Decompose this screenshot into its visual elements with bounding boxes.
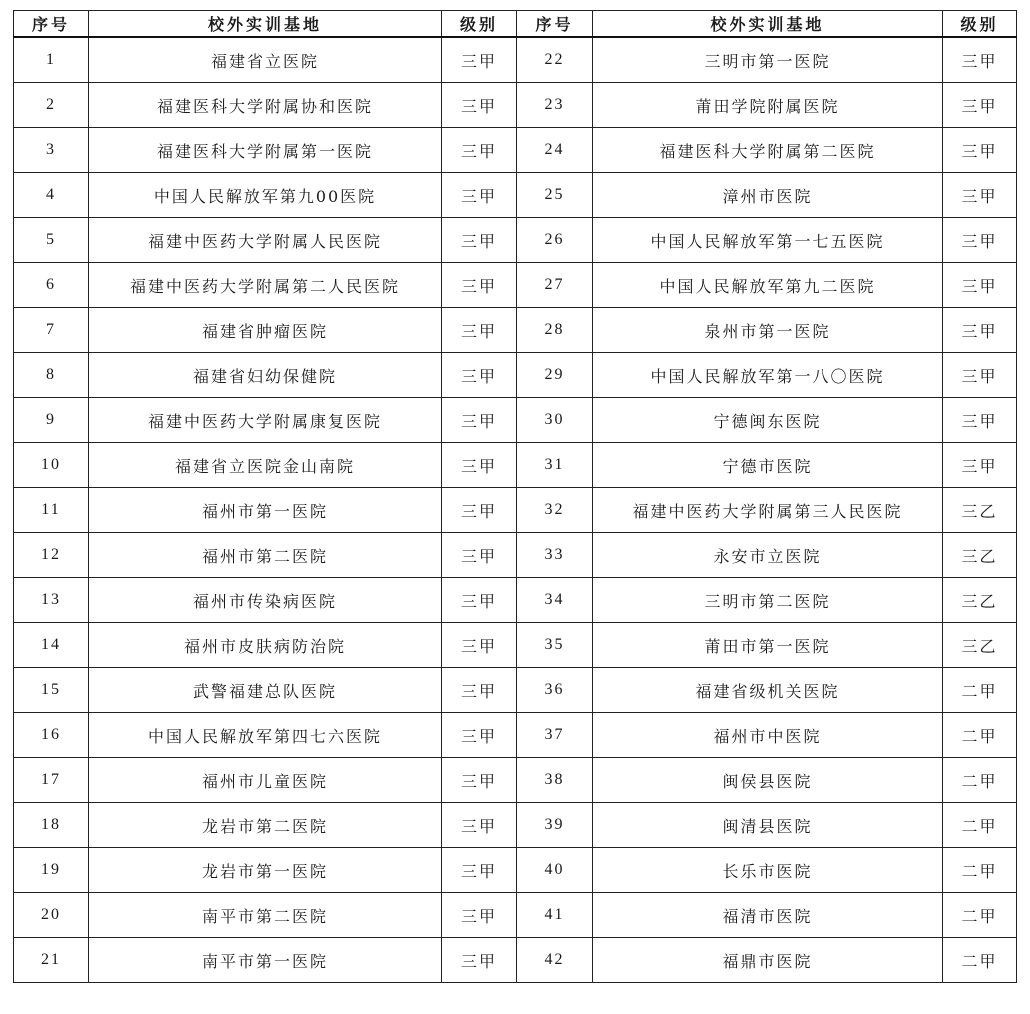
training-base-right: 闽清县医院 bbox=[593, 803, 943, 848]
level-right: 二甲 bbox=[943, 803, 1017, 848]
training-base-left: 福州市传染病医院 bbox=[89, 578, 442, 623]
row-number-right: 25 bbox=[517, 173, 593, 218]
training-base-right: 福建中医药大学附属第三人民医院 bbox=[593, 488, 943, 533]
table-body bbox=[14, 37, 1017, 983]
row-number-right: 42 bbox=[517, 938, 593, 983]
training-base-left: 福州市儿童医院 bbox=[89, 758, 442, 803]
level-right: 三乙 bbox=[943, 488, 1017, 533]
table-row bbox=[14, 308, 1017, 353]
header-row bbox=[14, 11, 1017, 38]
level-left: 三甲 bbox=[442, 218, 517, 263]
table-row bbox=[14, 263, 1017, 308]
table-row bbox=[14, 578, 1017, 623]
row-number-left: 2 bbox=[14, 83, 89, 128]
row-number-left: 9 bbox=[14, 398, 89, 443]
level-left: 三甲 bbox=[442, 533, 517, 578]
level-left: 三甲 bbox=[442, 488, 517, 533]
level-right: 三甲 bbox=[943, 218, 1017, 263]
table-row bbox=[14, 713, 1017, 758]
table-row bbox=[14, 83, 1017, 128]
row-number-left: 20 bbox=[14, 893, 89, 938]
training-base-right: 泉州市第一医院 bbox=[593, 308, 943, 353]
level-left: 三甲 bbox=[442, 398, 517, 443]
row-number-right: 28 bbox=[517, 308, 593, 353]
training-base-right: 福建省级机关医院 bbox=[593, 668, 943, 713]
row-number-left: 11 bbox=[14, 488, 89, 533]
row-number-right: 40 bbox=[517, 848, 593, 893]
training-base-table bbox=[13, 10, 1017, 983]
training-base-table-container bbox=[13, 10, 1017, 983]
level-right: 三甲 bbox=[943, 398, 1017, 443]
level-right: 三甲 bbox=[943, 353, 1017, 398]
training-base-left: 福州市第一医院 bbox=[89, 488, 442, 533]
level-left: 三甲 bbox=[442, 938, 517, 983]
row-number-right: 36 bbox=[517, 668, 593, 713]
training-base-right: 漳州市医院 bbox=[593, 173, 943, 218]
level-left: 三甲 bbox=[442, 713, 517, 758]
level-right: 三甲 bbox=[943, 308, 1017, 353]
training-base-right: 中国人民解放军第一七五医院 bbox=[593, 218, 943, 263]
training-base-right: 莆田学院附属医院 bbox=[593, 83, 943, 128]
level-left: 三甲 bbox=[442, 308, 517, 353]
row-number-left: 8 bbox=[14, 353, 89, 398]
training-base-left: 福建中医药大学附属第二人民医院 bbox=[89, 263, 442, 308]
training-base-left: 福建省妇幼保健院 bbox=[89, 353, 442, 398]
row-number-right: 41 bbox=[517, 893, 593, 938]
row-number-right: 24 bbox=[517, 128, 593, 173]
level-right: 三甲 bbox=[943, 443, 1017, 488]
training-base-left: 福建中医药大学附属人民医院 bbox=[89, 218, 442, 263]
table-row bbox=[14, 173, 1017, 218]
level-right: 二甲 bbox=[943, 848, 1017, 893]
row-number-left: 16 bbox=[14, 713, 89, 758]
header-base-right: 校外实训基地 bbox=[593, 11, 943, 38]
training-base-right: 宁德闽东医院 bbox=[593, 398, 943, 443]
row-number-left: 15 bbox=[14, 668, 89, 713]
row-number-right: 29 bbox=[517, 353, 593, 398]
row-number-left: 13 bbox=[14, 578, 89, 623]
table-row bbox=[14, 893, 1017, 938]
training-base-left: 福建省立医院金山南院 bbox=[89, 443, 442, 488]
level-right: 三乙 bbox=[943, 623, 1017, 668]
level-left: 三甲 bbox=[442, 37, 517, 83]
training-base-left: 福建医科大学附属协和医院 bbox=[89, 83, 442, 128]
row-number-right: 23 bbox=[517, 83, 593, 128]
row-number-left: 19 bbox=[14, 848, 89, 893]
row-number-left: 10 bbox=[14, 443, 89, 488]
level-right: 三甲 bbox=[943, 37, 1017, 83]
level-right: 二甲 bbox=[943, 938, 1017, 983]
training-base-left: 龙岩市第一医院 bbox=[89, 848, 442, 893]
training-base-right: 中国人民解放军第一八〇医院 bbox=[593, 353, 943, 398]
level-right: 二甲 bbox=[943, 758, 1017, 803]
table-row bbox=[14, 668, 1017, 713]
table-row bbox=[14, 218, 1017, 263]
row-number-left: 4 bbox=[14, 173, 89, 218]
training-base-right: 福建医科大学附属第二医院 bbox=[593, 128, 943, 173]
training-base-left: 福建省肿瘤医院 bbox=[89, 308, 442, 353]
row-number-left: 6 bbox=[14, 263, 89, 308]
row-number-right: 35 bbox=[517, 623, 593, 668]
row-number-right: 39 bbox=[517, 803, 593, 848]
level-left: 三甲 bbox=[442, 353, 517, 398]
training-base-left: 龙岩市第二医院 bbox=[89, 803, 442, 848]
row-number-right: 38 bbox=[517, 758, 593, 803]
header-no-left: 序号 bbox=[14, 11, 89, 38]
row-number-left: 1 bbox=[14, 37, 89, 83]
level-left: 三甲 bbox=[442, 758, 517, 803]
training-base-left: 中国人民解放军第四七六医院 bbox=[89, 713, 442, 758]
training-base-right: 中国人民解放军第九二医院 bbox=[593, 263, 943, 308]
training-base-left: 福建中医药大学附属康复医院 bbox=[89, 398, 442, 443]
training-base-right: 宁德市医院 bbox=[593, 443, 943, 488]
training-base-right: 福鼎市医院 bbox=[593, 938, 943, 983]
level-left: 三甲 bbox=[442, 578, 517, 623]
training-base-right: 永安市立医院 bbox=[593, 533, 943, 578]
training-base-right: 长乐市医院 bbox=[593, 848, 943, 893]
level-right: 二甲 bbox=[943, 668, 1017, 713]
row-number-left: 12 bbox=[14, 533, 89, 578]
row-number-left: 3 bbox=[14, 128, 89, 173]
table-row bbox=[14, 758, 1017, 803]
level-right: 二甲 bbox=[943, 713, 1017, 758]
table-row bbox=[14, 533, 1017, 578]
level-right: 三甲 bbox=[943, 128, 1017, 173]
row-number-left: 18 bbox=[14, 803, 89, 848]
row-number-left: 21 bbox=[14, 938, 89, 983]
row-number-left: 7 bbox=[14, 308, 89, 353]
level-right: 三甲 bbox=[943, 263, 1017, 308]
row-number-left: 5 bbox=[14, 218, 89, 263]
training-base-left: 福建医科大学附属第一医院 bbox=[89, 128, 442, 173]
row-number-right: 33 bbox=[517, 533, 593, 578]
level-right: 三乙 bbox=[943, 578, 1017, 623]
level-left: 三甲 bbox=[442, 893, 517, 938]
table-row bbox=[14, 398, 1017, 443]
training-base-right: 三明市第一医院 bbox=[593, 37, 943, 83]
training-base-right: 福清市医院 bbox=[593, 893, 943, 938]
row-number-right: 30 bbox=[517, 398, 593, 443]
training-base-right: 福州市中医院 bbox=[593, 713, 943, 758]
table-row bbox=[14, 353, 1017, 398]
table-row bbox=[14, 37, 1017, 83]
level-left: 三甲 bbox=[442, 803, 517, 848]
table-row bbox=[14, 443, 1017, 488]
table-row bbox=[14, 488, 1017, 533]
row-number-right: 31 bbox=[517, 443, 593, 488]
training-base-left: 福建省立医院 bbox=[89, 37, 442, 83]
training-base-left: 中国人民解放军第九00医院 bbox=[89, 173, 442, 218]
header-level-left: 级别 bbox=[442, 11, 517, 38]
row-number-left: 14 bbox=[14, 623, 89, 668]
training-base-left: 武警福建总队医院 bbox=[89, 668, 442, 713]
row-number-right: 37 bbox=[517, 713, 593, 758]
level-left: 三甲 bbox=[442, 83, 517, 128]
header-no-right: 序号 bbox=[517, 11, 593, 38]
table-row bbox=[14, 128, 1017, 173]
level-right: 三甲 bbox=[943, 173, 1017, 218]
row-number-right: 22 bbox=[517, 37, 593, 83]
level-left: 三甲 bbox=[442, 668, 517, 713]
level-left: 三甲 bbox=[442, 443, 517, 488]
table-row bbox=[14, 623, 1017, 668]
row-number-right: 27 bbox=[517, 263, 593, 308]
row-number-right: 34 bbox=[517, 578, 593, 623]
row-number-right: 26 bbox=[517, 218, 593, 263]
training-base-left: 福州市第二医院 bbox=[89, 533, 442, 578]
level-left: 三甲 bbox=[442, 263, 517, 308]
training-base-left: 南平市第一医院 bbox=[89, 938, 442, 983]
training-base-right: 闽侯县医院 bbox=[593, 758, 943, 803]
level-left: 三甲 bbox=[442, 623, 517, 668]
table-row bbox=[14, 803, 1017, 848]
training-base-right: 莆田市第一医院 bbox=[593, 623, 943, 668]
header-base-left: 校外实训基地 bbox=[89, 11, 442, 38]
level-right: 三甲 bbox=[943, 83, 1017, 128]
training-base-right: 三明市第二医院 bbox=[593, 578, 943, 623]
table-row bbox=[14, 938, 1017, 983]
level-left: 三甲 bbox=[442, 173, 517, 218]
training-base-left: 福州市皮肤病防治院 bbox=[89, 623, 442, 668]
header-level-right: 级别 bbox=[943, 11, 1017, 38]
row-number-left: 17 bbox=[14, 758, 89, 803]
row-number-right: 32 bbox=[517, 488, 593, 533]
training-base-left: 南平市第二医院 bbox=[89, 893, 442, 938]
table-row bbox=[14, 848, 1017, 893]
level-right: 三乙 bbox=[943, 533, 1017, 578]
level-left: 三甲 bbox=[442, 848, 517, 893]
level-right: 二甲 bbox=[943, 893, 1017, 938]
level-left: 三甲 bbox=[442, 128, 517, 173]
